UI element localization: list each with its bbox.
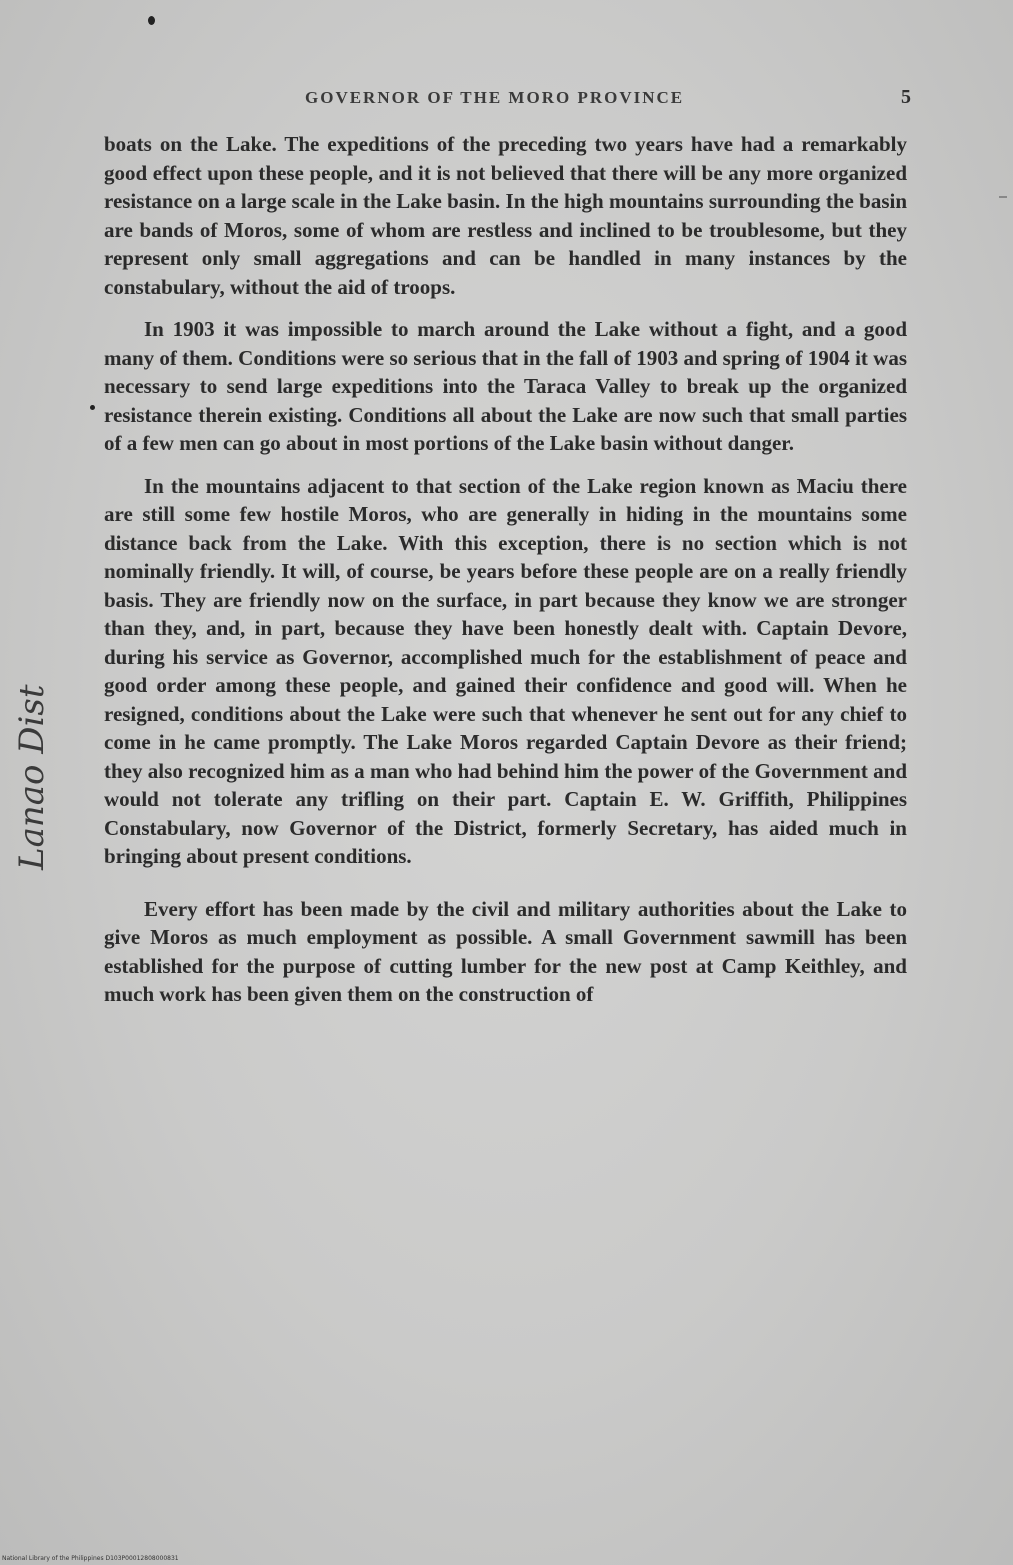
paragraph: In 1903 it was impossible to march around the Lake without a fight, and a good many of them. Conditions were so serious that in the fall of 1903 and spring of 1904 it was necessary to send large expeditions into the Taraca Valley to break up the organized resistance therein existing. Conditions all about the Lake are now such that small parties of a few men can go about in most portions of the Lake basin without danger. bbox=[104, 317, 907, 455]
handwritten-margin-note: Lanao Dist bbox=[12, 684, 52, 870]
paragraph: boats on the Lake. The expeditions of the preceding two years have had a remarkably good effect upon these people, and it is not believed that there will be any more organized resistance on a large scale in the Lake basin. In the high mountains surrounding the basin are bands of Moros, some of whom are restless and inclined to be troublesome, but they represent only small aggregations and can be handled in many instances by the constabulary, without the aid of troops. bbox=[104, 132, 907, 299]
running-title: GOVERNOR OF THE MORO PROVINCE bbox=[305, 88, 685, 107]
paragraph: Every effort has been made by the civil and military authorities about the Lake to give Moros as much employment as possible. A small Government sawmill has been established for the purpose of cutting lumber for the new post at Camp Keithley, and much work has been given them on the construction of bbox=[104, 896, 907, 1006]
running-head bbox=[0, 88, 1013, 114]
page-number: 5 bbox=[901, 86, 911, 108]
ink-speck bbox=[90, 405, 95, 410]
margin-mark bbox=[999, 196, 1007, 198]
ink-speck bbox=[148, 16, 155, 25]
paragraph: In the mountains adjacent to that section of the Lake region known as Maciu there are still some few hostile Moros, who are generally in hiding in the mountains some distance back from the Lake. With this exception, there is no section which is not nominally friendly. It will, of course, be years before these people are on a really friendly basis. They are friendly now on the surface, in part because they know we are stronger than they, and, in part, because they have been honestly dealt with. Captain Devore, during his service as Governor, accomplished much for the establishment of peace and good order among these people, and gained their confidence and good will. When he resigned, conditions about the Lake were such that whenever he sent out for any chief to come in he came promptly. The Lake Moros regarded Captain Devore as their friend; they also recognized him as a man who had behind him the power of the Government and would not tolerate any trifling on their part. Captain E. W. Griffith, Philippines Constabulary, now Governor of the District, formerly Secretary, has aided much in bringing about present conditions. bbox=[104, 473, 907, 868]
body-text bbox=[104, 130, 907, 1009]
scan-footer: National Library of the Philippines D103P00012808000831 bbox=[2, 1555, 179, 1562]
